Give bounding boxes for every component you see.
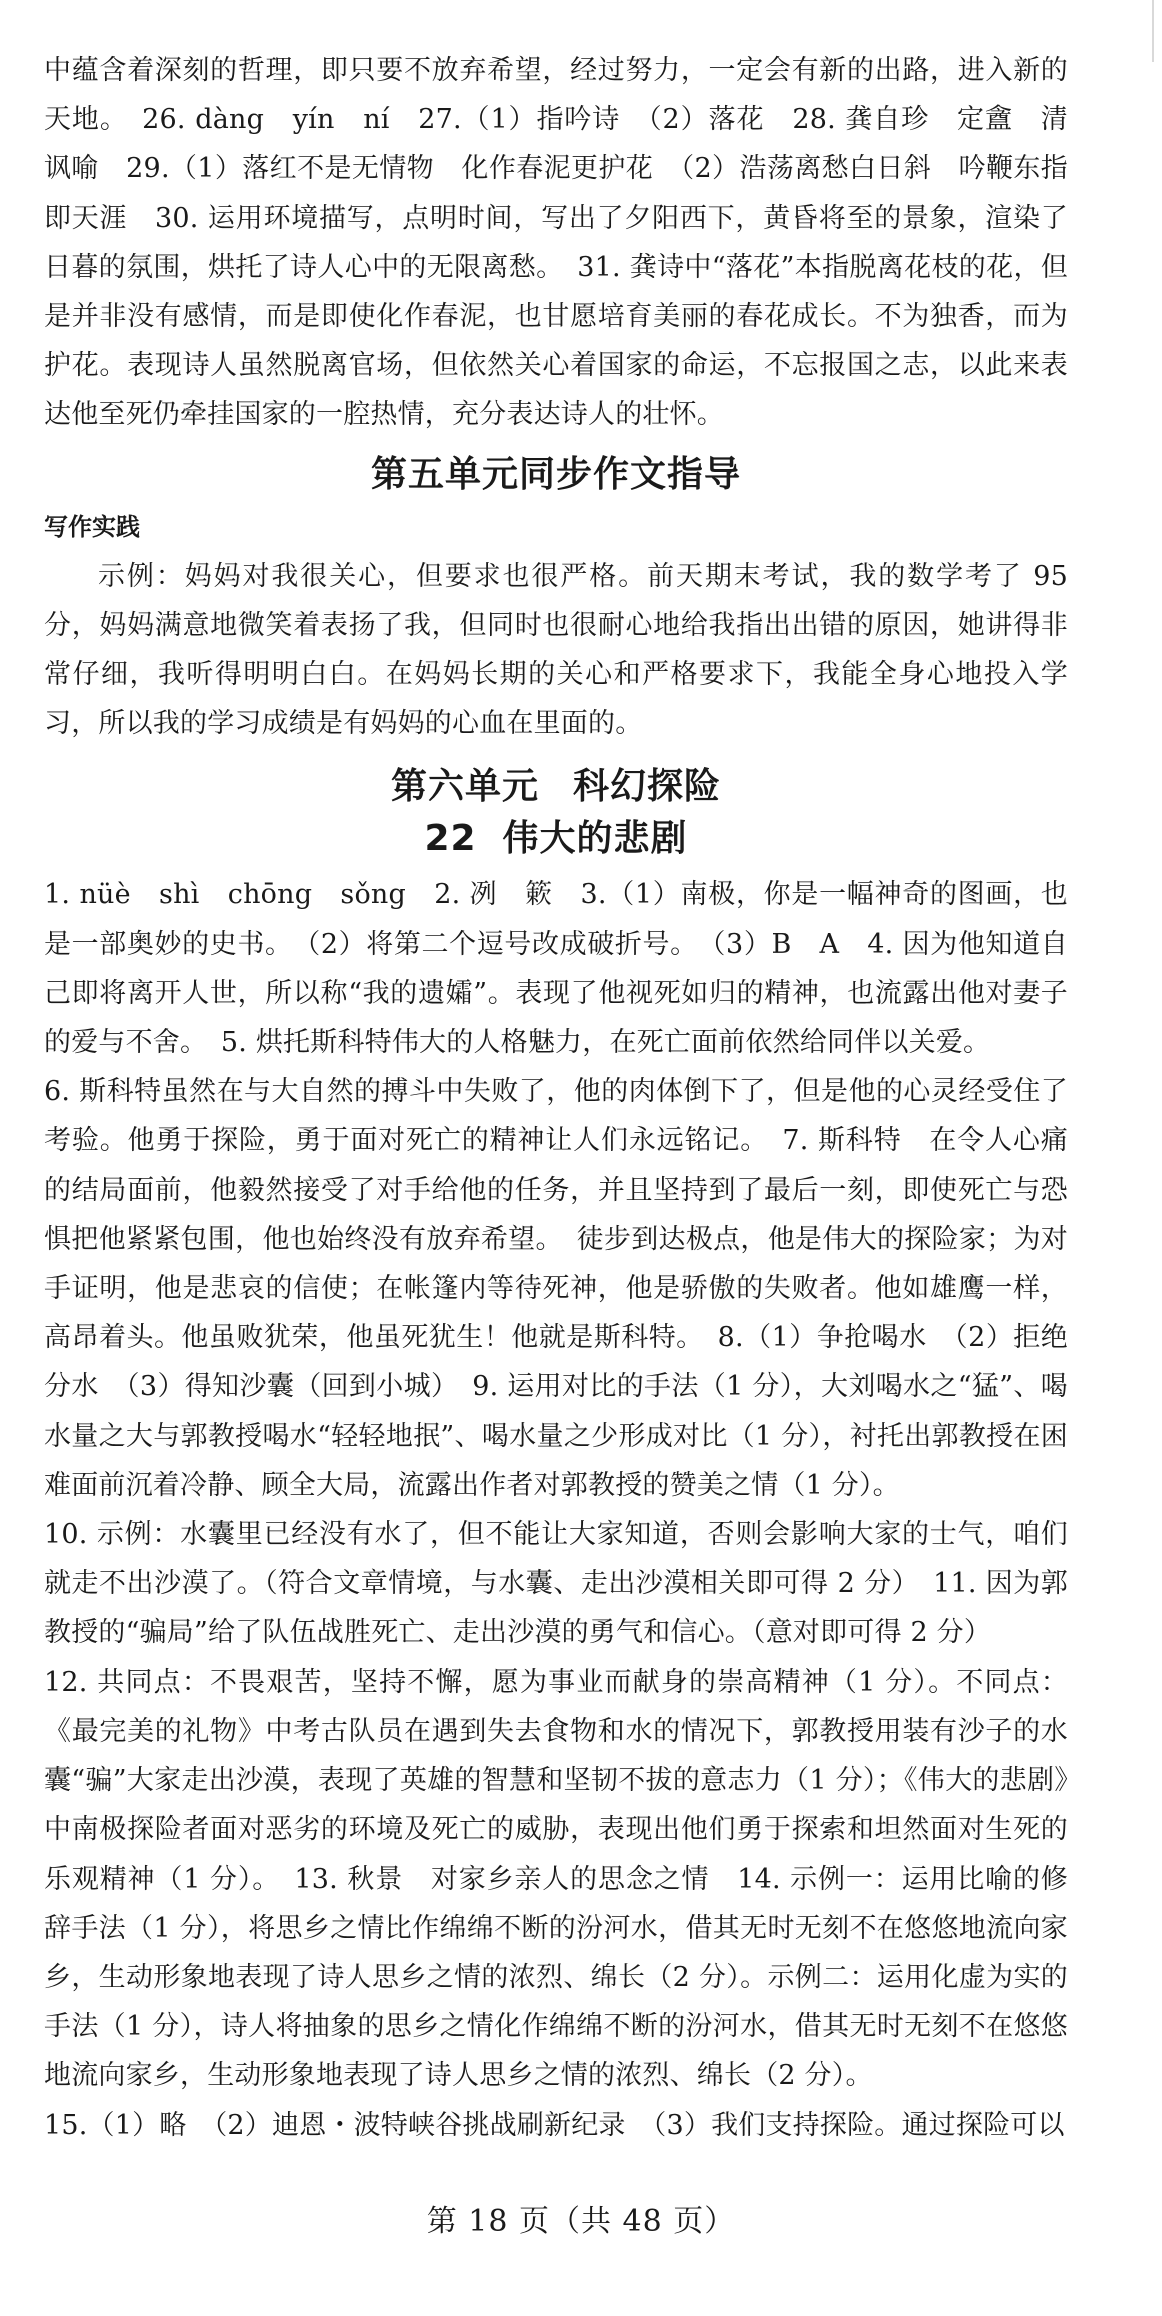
unit6-title-number: 第六单元 <box>390 766 539 808</box>
paragraph-unit5-answers: 中蕴含着深刻的哲理，即只要不放弃希望，经过努力，一定会有新的出路，进入新的天地。 26. dàng yín ní 27.（1）指吟诗 （2）落花 28. 龚自珍 定盦 清 讽喻 29.（1）落红不是无情物 化作春泥更护花 （2）浩荡离愁白日斜 吟鞭东指即天涯 30. 运用环境描写，点明时间，写出了夕阳西下，黄昏将至的景象，渲染了日暮的氛围，烘托了诗人心中的无限离愁。 31. 龚诗中“落花”本指脱离花枝的花，但是并非没有感情，而是即使化作春泥，也甘愿培育美丽的春花成长。不为独香，而为护花。表现诗人虽然脱离官场，但依然关心着国家的命运，不忘报国之志，以此来表达他至死仍牵挂国家的一腔热情，充分表达诗人的壮怀。 <box>44 55 1096 431</box>
lesson-number: 22 <box>424 818 477 860</box>
answers-6-to-9: 6. 斯科特虽然在与大自然的搏斗中失败了，他的肉体倒下了，但是他的心灵经受住了考验。他勇于探险，勇于面对死亡的精神让人们永远铭记。 7. 斯科特 在令人心痛的结局面前，他毅然接受了对手给他的任务，并且坚持到了最后一刻，即使死亡与恐惧把他紧紧包围，他也始终没有放弃希望。 徒步到达极点，他是伟大的探险家；为对手证明，他是悲哀的信使；在帐篷内等待死神，他是骄傲的失败者。他如雄鹰一样，高昂着头。他虽败犹荣，他虽死犹生！他就是斯科特。 8.（1）争抢喝水 （2）拒绝分水 （3）得知沙囊（回到小城） 9. 运用对比的手法（1 分），大刘喝水之“猛”、喝水量之大与郭教授喝水“轻轻地抿”、喝水量之少形成对比（1 分），衬托出郭教授在困难面前沉着冷静、顾全大局，流露出作者对郭教授的赞美之情（1 分）。 <box>44 1076 1068 1501</box>
page-content <box>44 46 1096 2150</box>
unit6-title <box>44 762 1068 812</box>
page-edge-line <box>1152 0 1154 62</box>
answers-15: 15.（1）略 （2）迪恩・波特峡谷挑战刷新纪录 （3）我们支持探险。通过探险可以 <box>44 2109 1065 2141</box>
page-footer-number: 第 18 页（共 48 页） <box>426 2204 736 2239</box>
writing-sample-paragraph: 示例：妈妈对我很关心，但要求也很严格。前天期末考试，我的数学考了 95 分，妈妈满意地微笑着表扬了我，但同时也很耐心地给我指出出错的原因，她讲得非常仔细，我听得明明白白。在妈妈长期的关心和严格要求下，我能全身心地投入学习，所以我的学习成绩是有妈妈的心血在里面的。 <box>44 560 1068 740</box>
unit6-title-theme: 科幻探险 <box>573 766 722 808</box>
section-title-unit5-writing: 第五单元同步作文指导 <box>370 453 741 495</box>
answers-10-to-11: 10. 示例：水囊里已经没有水了，但不能让大家知道，否则会影响大家的士气，咱们就走不出沙漠了。（符合文章情境，与水囊、走出沙漠相关即可得 2 分） 11. 因为郭教授的“骗局”给了队伍战胜死亡、走出沙漠的勇气和信心。（意对即可得 2 分） <box>44 1519 1068 1649</box>
answers-12-to-14: 12. 共同点：不畏艰苦，坚持不懈，愿为事业而献身的崇高精神（1 分）。不同点：《最完美的礼物》中考古队员在遇到失去食物和水的情况下，郭教授用装有沙子的水囊“骗”大家走出沙漠，表现了英雄的智慧和坚韧不拔的意志力（1 分）；《伟大的悲剧》中南极探险者面对恶劣的环境及死亡的威胁，表现出他们勇于探索和坦然面对生死的乐观精神（1 分）。 13. 秋景 对家乡亲人的思念之情 14. 示例一：运用比喻的修辞手法（1 分），将思乡之情比作绵绵不断的汾河水，借其无时无刻不在悠悠地流向家乡，生动形象地表现了诗人思乡之情的浓烈、绵长（2 分）。示例二：运用化虚为实的手法（1 分），诗人将抽象的思乡之情化作绵绵不断的汾河水，借其无时无刻不在悠悠地流向家乡，生动形象地表现了诗人思乡之情的浓烈、绵长（2 分）。 <box>44 1666 1068 2092</box>
answers-1-to-5: 1. nüè shì chōng sǒng 2. 冽 簌 3.（1）南极，你是一幅神奇的图画，也是一部奥妙的史书。 （2）将第二个逗号改成破折号。 （3）B A 4. 因为他知道自己即将离开人世，所以称“我的遗孀”。表现了他视死如归的精神，也流露出他对妻子的爱与不舍。 5. 烘托斯科特伟大的人格魅力，在死亡面前依然给同伴以关爱。 <box>44 879 1068 1059</box>
lesson-name: 伟大的悲剧 <box>502 818 688 860</box>
lesson-title <box>44 814 1068 864</box>
writing-practice-heading: 写作实践 <box>44 512 140 541</box>
